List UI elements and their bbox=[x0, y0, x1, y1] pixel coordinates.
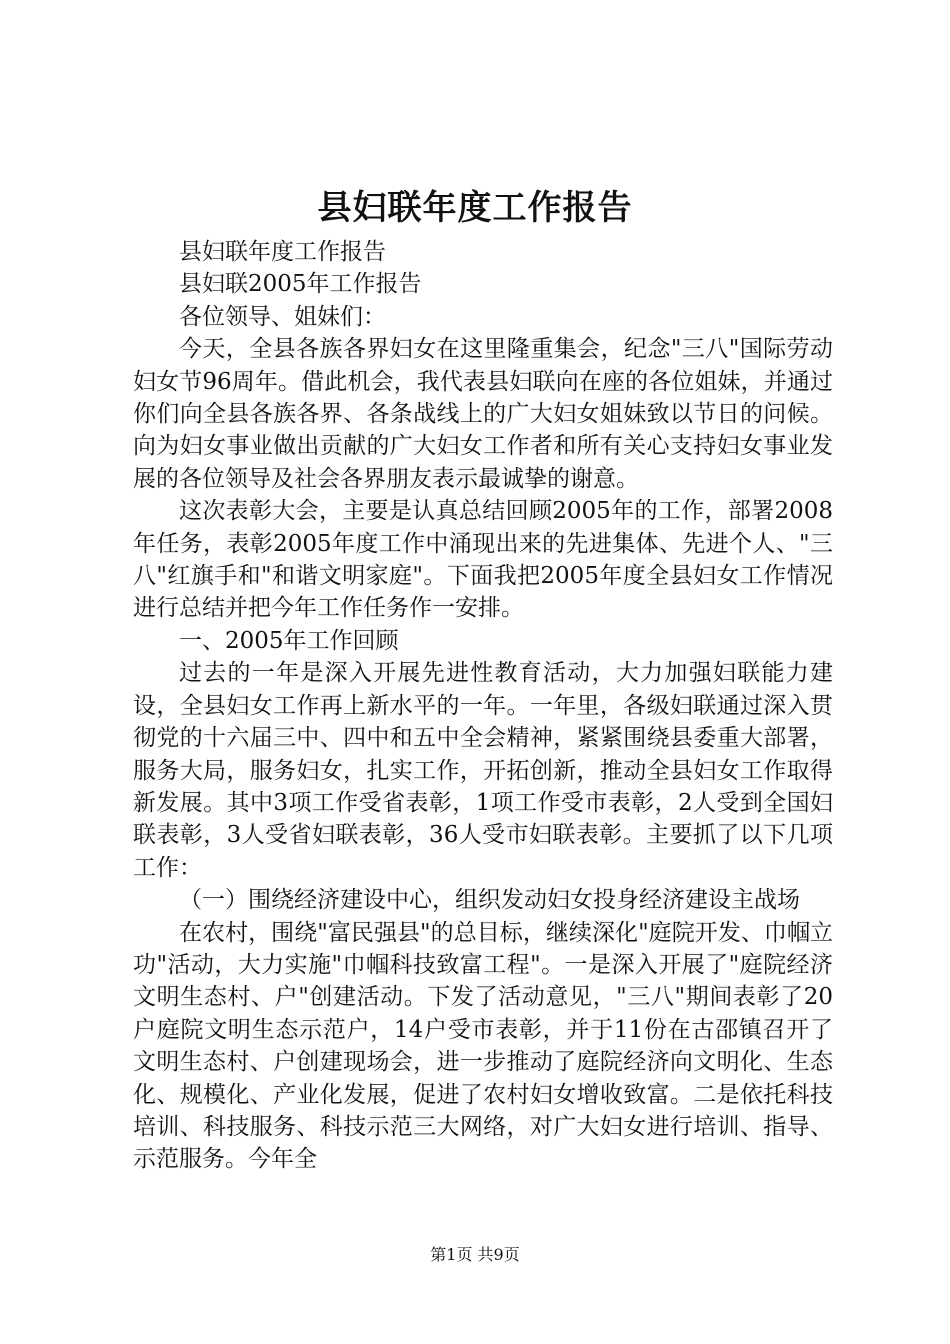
paragraph-review-summary: 过去的一年是深入开展先进性教育活动，大力加强妇联能力建设，全县妇女工作再上新水平的一年。一年里，各级妇联通过深入贯彻党的十六届三中、四中和五中全会精神，紧紧围绕县委重大部署，服务大局，服务妇女，扎实工作，开拓创新，推动全县妇女工作取得新发展。其中3项工作受省表彰，1项工作受市表彰，2人受到全国妇联表彰，3人受省妇联表彰，36人受市妇联表彰。主要抓了以下几项工作： bbox=[133, 660, 833, 881]
paragraph-report-subtitle: 县妇联2005年工作报告 bbox=[179, 271, 422, 298]
section-heading-review: 一、2005年工作回顾 bbox=[179, 627, 399, 654]
document-body bbox=[133, 236, 833, 1176]
page-number-indicator: 第1页 共9页 bbox=[430, 1245, 520, 1264]
paragraph-purpose: 这次表彰大会，主要是认真总结回顾2005年的工作，部署2008年任务，表彰2005年度工作中涌现出来的先进集体、先进个人、"三八"红旗手和"和谐文明家庭"。下面我把2005年度全县妇女工作情况进行总结并把今年工作任务作一安排。 bbox=[133, 498, 833, 622]
subsection-heading-economy: （一）围绕经济建设中心，组织发动妇女投身经济建设主战场 bbox=[179, 887, 800, 914]
paragraph-report-title: 县妇联年度工作报告 bbox=[179, 239, 386, 265]
paragraph-salutation: 各位领导、姐妹们： bbox=[179, 303, 386, 330]
paragraph-rural-work: 在农村，围绕"富民强县"的总目标，继续深化"庭院开发、巾帼立功"活动，大力实施"巾帼科技致富工程"。一是深入开展了"庭院经济文明生态村、户"创建活动。下发了活动意见，"三八"期间表彰了20户庭院文明生态示范户，14户受市表彰，并于11份在古邵镇召开了文明生态村、户创建现场会，进一步推动了庭院经济向文明化、生态化、规模化、产业化发展，促进了农村妇女增收致富。二是依托科技培训、科技服务、科技示范三大网络，对广大妇女进行培训、指导、示范服务。今年全 bbox=[133, 919, 833, 1173]
paragraph-opening: 今天，全县各族各界妇女在这里隆重集会，纪念"三八"国际劳动妇女节96周年。借此机会，我代表县妇联向在座的各位姐妹，并通过你们向全县各族各界、各条战线上的广大妇女姐妹致以节日的问候。向为妇女事业做出贡献的广大妇女工作者和所有关心支持妇女事业发展的各位领导及社会各界朋友表示最诚挚的谢意。 bbox=[133, 336, 833, 492]
document-title: 县妇联年度工作报告 bbox=[317, 188, 633, 228]
